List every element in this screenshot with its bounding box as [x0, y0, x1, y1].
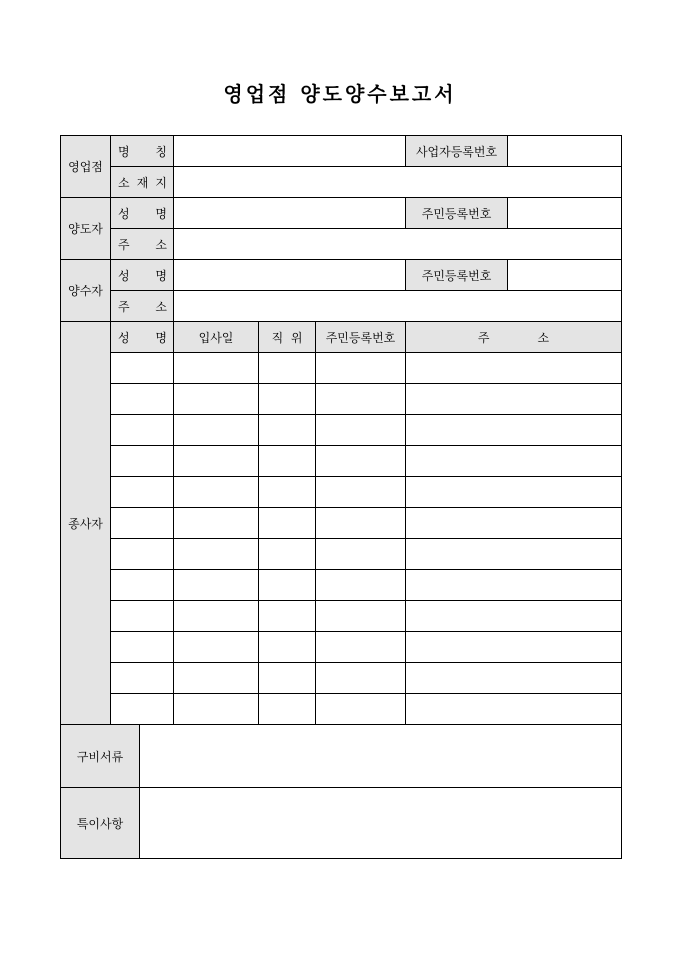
employee-position-cell[interactable]	[259, 477, 316, 508]
transferor-address-field[interactable]	[174, 229, 622, 260]
employee-name-cell[interactable]	[111, 663, 174, 694]
employee-id-number-cell[interactable]	[316, 663, 406, 694]
employee-position-cell[interactable]	[259, 663, 316, 694]
employee-name-cell[interactable]	[111, 632, 174, 663]
employee-id-number-cell[interactable]	[316, 570, 406, 601]
employee-address-cell[interactable]	[406, 694, 622, 725]
employee-hire-date-cell[interactable]	[174, 415, 259, 446]
employee-name-cell[interactable]	[111, 415, 174, 446]
transferee-id-number-label: 주민등록번호	[406, 260, 508, 291]
employee-row	[61, 353, 622, 384]
employee-hire-date-cell[interactable]	[174, 539, 259, 570]
report-form-table	[60, 135, 622, 859]
employee-name-cell[interactable]	[111, 601, 174, 632]
employee-name-cell[interactable]	[111, 694, 174, 725]
employee-name-cell[interactable]	[111, 508, 174, 539]
employee-address-cell[interactable]	[406, 632, 622, 663]
employee-position-header: 직 위	[271, 330, 303, 345]
employee-id-number-cell[interactable]	[316, 477, 406, 508]
employee-hire-date-cell[interactable]	[174, 384, 259, 415]
transferee-address-field[interactable]	[174, 291, 622, 322]
employee-name-cell[interactable]	[111, 477, 174, 508]
employee-hire-date-cell[interactable]	[174, 632, 259, 663]
notes-label: 특이사항	[61, 788, 140, 859]
transferor-name-label: 성 명	[118, 206, 167, 221]
notes-field[interactable]	[140, 788, 622, 859]
employee-position-cell[interactable]	[259, 539, 316, 570]
employee-id-number-cell[interactable]	[316, 601, 406, 632]
shop-name-label: 명 칭	[118, 144, 167, 159]
employee-hire-date-cell[interactable]	[174, 508, 259, 539]
employee-row	[61, 415, 622, 446]
employee-position-cell[interactable]	[259, 632, 316, 663]
employee-address-cell[interactable]	[406, 384, 622, 415]
employee-hire-date-cell[interactable]	[174, 570, 259, 601]
employee-id-number-cell[interactable]	[316, 632, 406, 663]
employee-id-number-cell[interactable]	[316, 508, 406, 539]
employee-id-number-cell[interactable]	[316, 353, 406, 384]
employee-id-number-cell[interactable]	[316, 415, 406, 446]
shop-address-label: 소 재 지	[118, 175, 167, 190]
employee-id-number-cell[interactable]	[316, 446, 406, 477]
transferee-section-label: 양수자	[61, 260, 111, 322]
employee-name-cell[interactable]	[111, 384, 174, 415]
employee-hire-date-header: 입사일	[174, 322, 259, 353]
employee-position-cell[interactable]	[259, 415, 316, 446]
employee-hire-date-cell[interactable]	[174, 694, 259, 725]
employee-id-number-cell[interactable]	[316, 539, 406, 570]
employee-row	[61, 384, 622, 415]
employee-address-cell[interactable]	[406, 601, 622, 632]
transferee-name-label: 성 명	[118, 268, 167, 283]
employee-position-cell[interactable]	[259, 694, 316, 725]
employee-id-number-cell[interactable]	[316, 694, 406, 725]
employee-position-cell[interactable]	[259, 570, 316, 601]
employee-address-cell[interactable]	[406, 508, 622, 539]
employee-address-cell[interactable]	[406, 353, 622, 384]
shop-name-field[interactable]	[174, 136, 406, 167]
employee-row	[61, 663, 622, 694]
employee-name-cell[interactable]	[111, 353, 174, 384]
employee-hire-date-cell[interactable]	[174, 477, 259, 508]
transferee-address-label: 주 소	[118, 299, 167, 314]
employee-address-header: 주 소	[477, 330, 550, 345]
page-title: 영업점 양도양수보고서	[223, 82, 457, 106]
employee-position-cell[interactable]	[259, 601, 316, 632]
employee-address-cell[interactable]	[406, 477, 622, 508]
employee-position-cell[interactable]	[259, 384, 316, 415]
employee-name-cell[interactable]	[111, 446, 174, 477]
transferor-section-label: 양도자	[61, 198, 111, 260]
transferee-id-number-field[interactable]	[508, 260, 622, 291]
shop-address-field[interactable]	[174, 167, 622, 198]
documents-field[interactable]	[140, 725, 622, 788]
employee-row	[61, 601, 622, 632]
employee-row	[61, 446, 622, 477]
employee-hire-date-cell[interactable]	[174, 446, 259, 477]
employees-section-label: 종사자	[61, 322, 111, 725]
employee-address-cell[interactable]	[406, 539, 622, 570]
employee-hire-date-cell[interactable]	[174, 601, 259, 632]
employee-address-cell[interactable]	[406, 415, 622, 446]
documents-label: 구비서류	[61, 725, 140, 788]
employee-position-cell[interactable]	[259, 353, 316, 384]
employee-address-cell[interactable]	[406, 663, 622, 694]
employee-position-cell[interactable]	[259, 508, 316, 539]
employee-id-number-cell[interactable]	[316, 384, 406, 415]
employee-row	[61, 539, 622, 570]
employee-address-cell[interactable]	[406, 570, 622, 601]
employee-row	[61, 632, 622, 663]
employee-address-cell[interactable]	[406, 446, 622, 477]
shop-section-label: 영업점	[61, 136, 111, 198]
employee-name-header: 성 명	[118, 330, 167, 345]
employee-name-cell[interactable]	[111, 539, 174, 570]
employee-hire-date-cell[interactable]	[174, 353, 259, 384]
transferee-name-field[interactable]	[174, 260, 406, 291]
employee-row	[61, 477, 622, 508]
biz-number-label: 사업자등록번호	[406, 136, 508, 167]
employee-row	[61, 570, 622, 601]
employee-id-number-header: 주민등록번호	[316, 322, 406, 353]
transferor-id-number-field[interactable]	[508, 198, 622, 229]
transferor-id-number-label: 주민등록번호	[406, 198, 508, 229]
biz-number-field[interactable]	[508, 136, 622, 167]
employee-row	[61, 694, 622, 725]
employee-row	[61, 508, 622, 539]
employee-hire-date-cell[interactable]	[174, 663, 259, 694]
transferor-address-label: 주 소	[118, 237, 167, 252]
transferor-name-field[interactable]	[174, 198, 406, 229]
employee-name-cell[interactable]	[111, 570, 174, 601]
employee-position-cell[interactable]	[259, 446, 316, 477]
